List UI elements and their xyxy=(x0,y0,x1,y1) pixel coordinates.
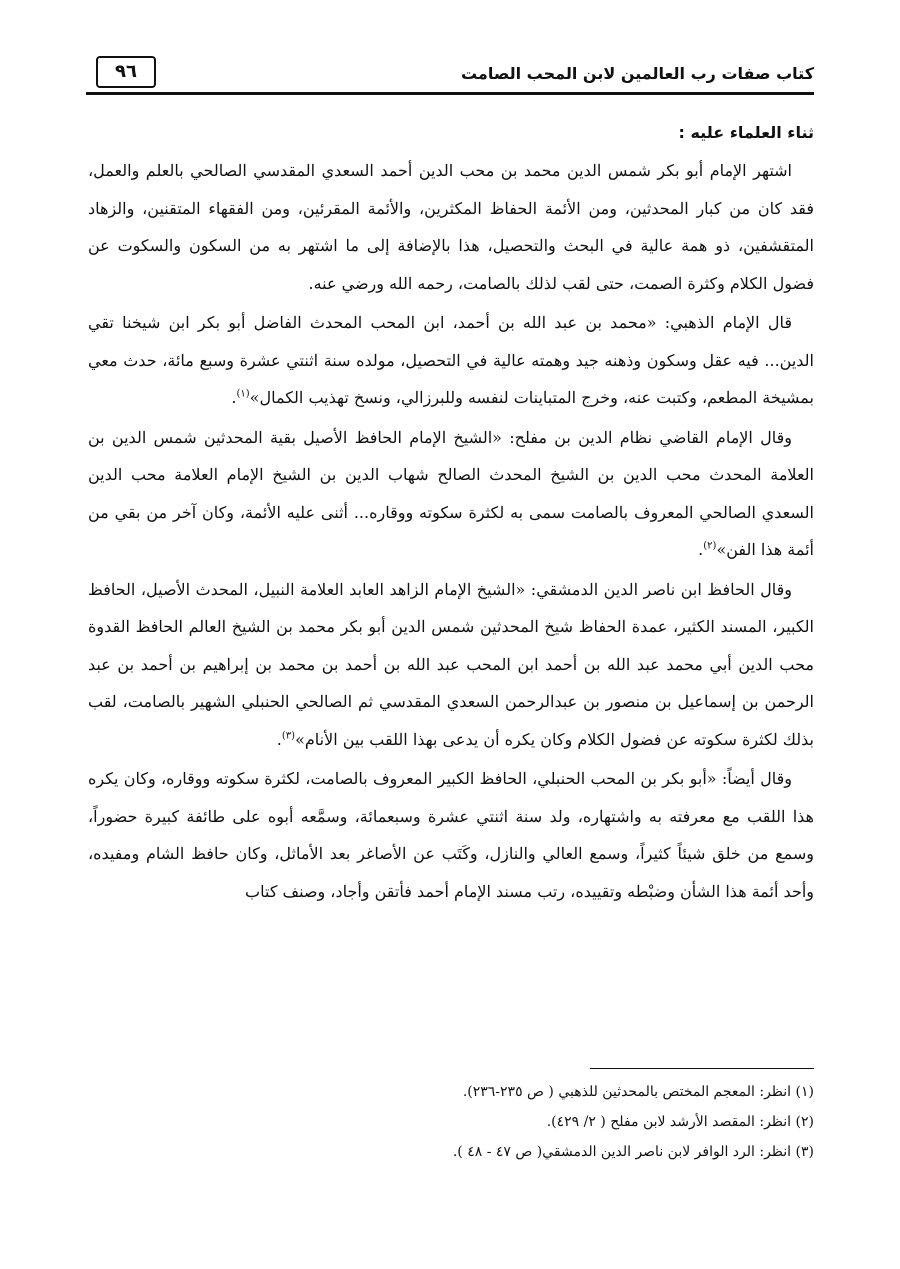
paragraph: وقال الحافظ ابن ناصر الدين الدمشقي: «الشيخ الإمام الزاهد العابد العلامة النبيل، المحدث الأصيل، الحافظ الكبير، المسند الكثير، عمدة الحفاظ شيخ المحدثين شمس الدين أبو بكر محمد بن الشيخ العالم الحافظ القدوة محب الدين أبي محمد عبد الله بن أحمد ابن المحب عبد الله بن أحمد بن محمد بن إبراهيم بن أحمد بن عبد الرحمن بن إسماعيل بن منصور بن عبدالرحمن السعدي المقدسي ثم الصالحي الحنبلي الشهير بالصامت، لقب بذلك لكثرة سكوته عن فضول الكلام وكان يكره أن يدعى بهذا اللقب بين الأنام»$^{(٣)}$. xyxy=(88,579,814,749)
footnotes xyxy=(86,1078,814,1168)
footnote-reference[interactable]: (٣) xyxy=(281,730,296,742)
page-number: ٩٦ xyxy=(96,56,156,88)
footnote: (١) انظر: المعجم المختص بالمحدثين للذهبي ( ص ٢٣٥-٢٣٦). xyxy=(462,1084,814,1100)
paragraph xyxy=(88,152,814,302)
page-header xyxy=(86,56,814,92)
footnote: (٢) انظر: المقصد الأرشد لابن مفلح ( ٢/ ٤٢٩). xyxy=(546,1114,814,1130)
paragraph: قال الإمام الذهبي: «محمد بن عبد الله بن أحمد، ابن المحب المحدث الفاضل أبو بكر ابن شيخنا تقي الدين... فيه عقل وسكون وذهنه جيد وهمته عالية في التحصيل، مولده سنة اثنتي عشرة وسبع مائة، حدث معي بمشيخة المطعم، وكتبت عنه، وخرج المتباينات لنفسه وللبرزالي، ونسخ تهذيب الكمال»$^{(١)}$. xyxy=(88,313,814,407)
section-heading: ثناء العلماء عليه : xyxy=(678,123,814,142)
paragraph-text: وقال الإمام القاضي نظام الدين بن مفلح: «الشيخ الإمام الحافظ الأصيل بقية المحدثين شمس الدين بن العلامة المحدث محب الدين بن الشيخ المحدث الصالح شهاب الدين بن الشيخ الإمام العلامة محب الدين السعدي الصالحي المعروف بالصامت سمى به لكثرة سكوته ووقاره... أثنى عليه الأئمة، وكان آخر من بقي من أئمة هذا الفن» xyxy=(88,427,814,559)
footnote: (٣) انظر: الرد الوافر لابن ناصر الدين الدمشقي( ص ٤٧ - ٤٨ ). xyxy=(452,1144,814,1160)
footnote-divider xyxy=(590,1068,814,1069)
header-divider xyxy=(86,92,814,95)
paragraph-text: اشتهر الإمام أبو بكر شمس الدين محمد بن محب الدين أحمد السعدي المقدسي الصالحي بالعلم والعمل، فقد كان من كبار المحدثين، ومن الأئمة الحفاظ المكثرين، والأئمة المقرئين، ومن الفقهاء المتقنين، والزهاد المتقشفين، ذو همة عالية في البحث والتحصيل، هذا بالإضافة إلى ما اشتهر به من السكون والسكوت عن فضول الكلام وكثرة الصمت، حتى لقب لذلك بالصامت، رحمه الله ورضي عنه. xyxy=(88,161,814,293)
paragraph-text: وقال الحافظ ابن ناصر الدين الدمشقي: «الشيخ الإمام الزاهد العابد العلامة النبيل، المحدث الأصيل، الحافظ الكبير، المسند الكثير، عمدة الحفاظ شيخ المحدثين شمس الدين أبو بكر محمد بن الشيخ العالم الحافظ القدوة محب الدين أبي محمد عبد الله بن أحمد ابن المحب عبد الله بن أحمد بن محمد بن إبراهيم بن أحمد بن عبد الرحمن بن إسماعيل بن منصور بن عبدالرحمن السعدي المقدسي ثم الصالحي الحنبلي الشهير بالصامت، لقب بذلك لكثرة سكوته عن فضول الكلام وكان يكره أن يدعى بهذا اللقب بين الأنام» xyxy=(88,579,814,749)
footnote-reference[interactable]: (١) xyxy=(236,388,250,400)
paragraph-text: قال الإمام الذهبي: «محمد بن عبد الله بن أحمد، ابن المحب المحدث الفاضل أبو بكر ابن شيخنا تقي الدين... فيه عقل وسكون وذهنه جيد وهمته عالية في التحصيل، مولده سنة اثنتي عشرة وسبع مائة، حدث معي بمشيخة المطعم، وكتبت عنه، وخرج المتباينات لنفسه وللبرزالي، ونسخ تهذيب الكمال» xyxy=(88,313,814,407)
main-content xyxy=(88,118,814,912)
paragraph xyxy=(88,760,814,910)
book-title: كتاب صفات رب العالمين لابن المحب الصامت xyxy=(460,64,814,83)
footnote-reference[interactable]: (٢) xyxy=(703,540,717,552)
paragraph: وقال الإمام القاضي نظام الدين بن مفلح: «الشيخ الإمام الحافظ الأصيل بقية المحدثين شمس الدين بن العلامة المحدث محب الدين بن الشيخ المحدث الصالح شهاب الدين بن الشيخ الإمام العلامة محب الدين السعدي الصالحي المعروف بالصامت سمى به لكثرة سكوته ووقاره... أثنى عليه الأئمة، وكان آخر من بقي من أئمة هذا الفن»$^{(٢)}$. xyxy=(88,427,814,559)
paragraph-text: وقال أيضاً: «أبو بكر بن المحب الحنبلي، الحافظ الكبير المعروف بالصامت، لكثرة سكوته ووقاره، وكان يكره هذا اللقب مع معرفته به واشتهاره، ولد سنة اثنتي عشرة وسبعمائة، وسمَّعه أبوه على طائفة كبيرة حضوراً، وسمع من خلق شيئاً كثيراً، وسمع العالي والنازل، وكَتَب عن الأصاغر بعد الأماثل، وكان حافظ الشام ومفيده، وأحد أئمة هذا الشأن وضبْطه وتقييده، رتب مسند الإمام أحمد فأتقن وأجاد، وصنف كتاب xyxy=(88,769,814,901)
